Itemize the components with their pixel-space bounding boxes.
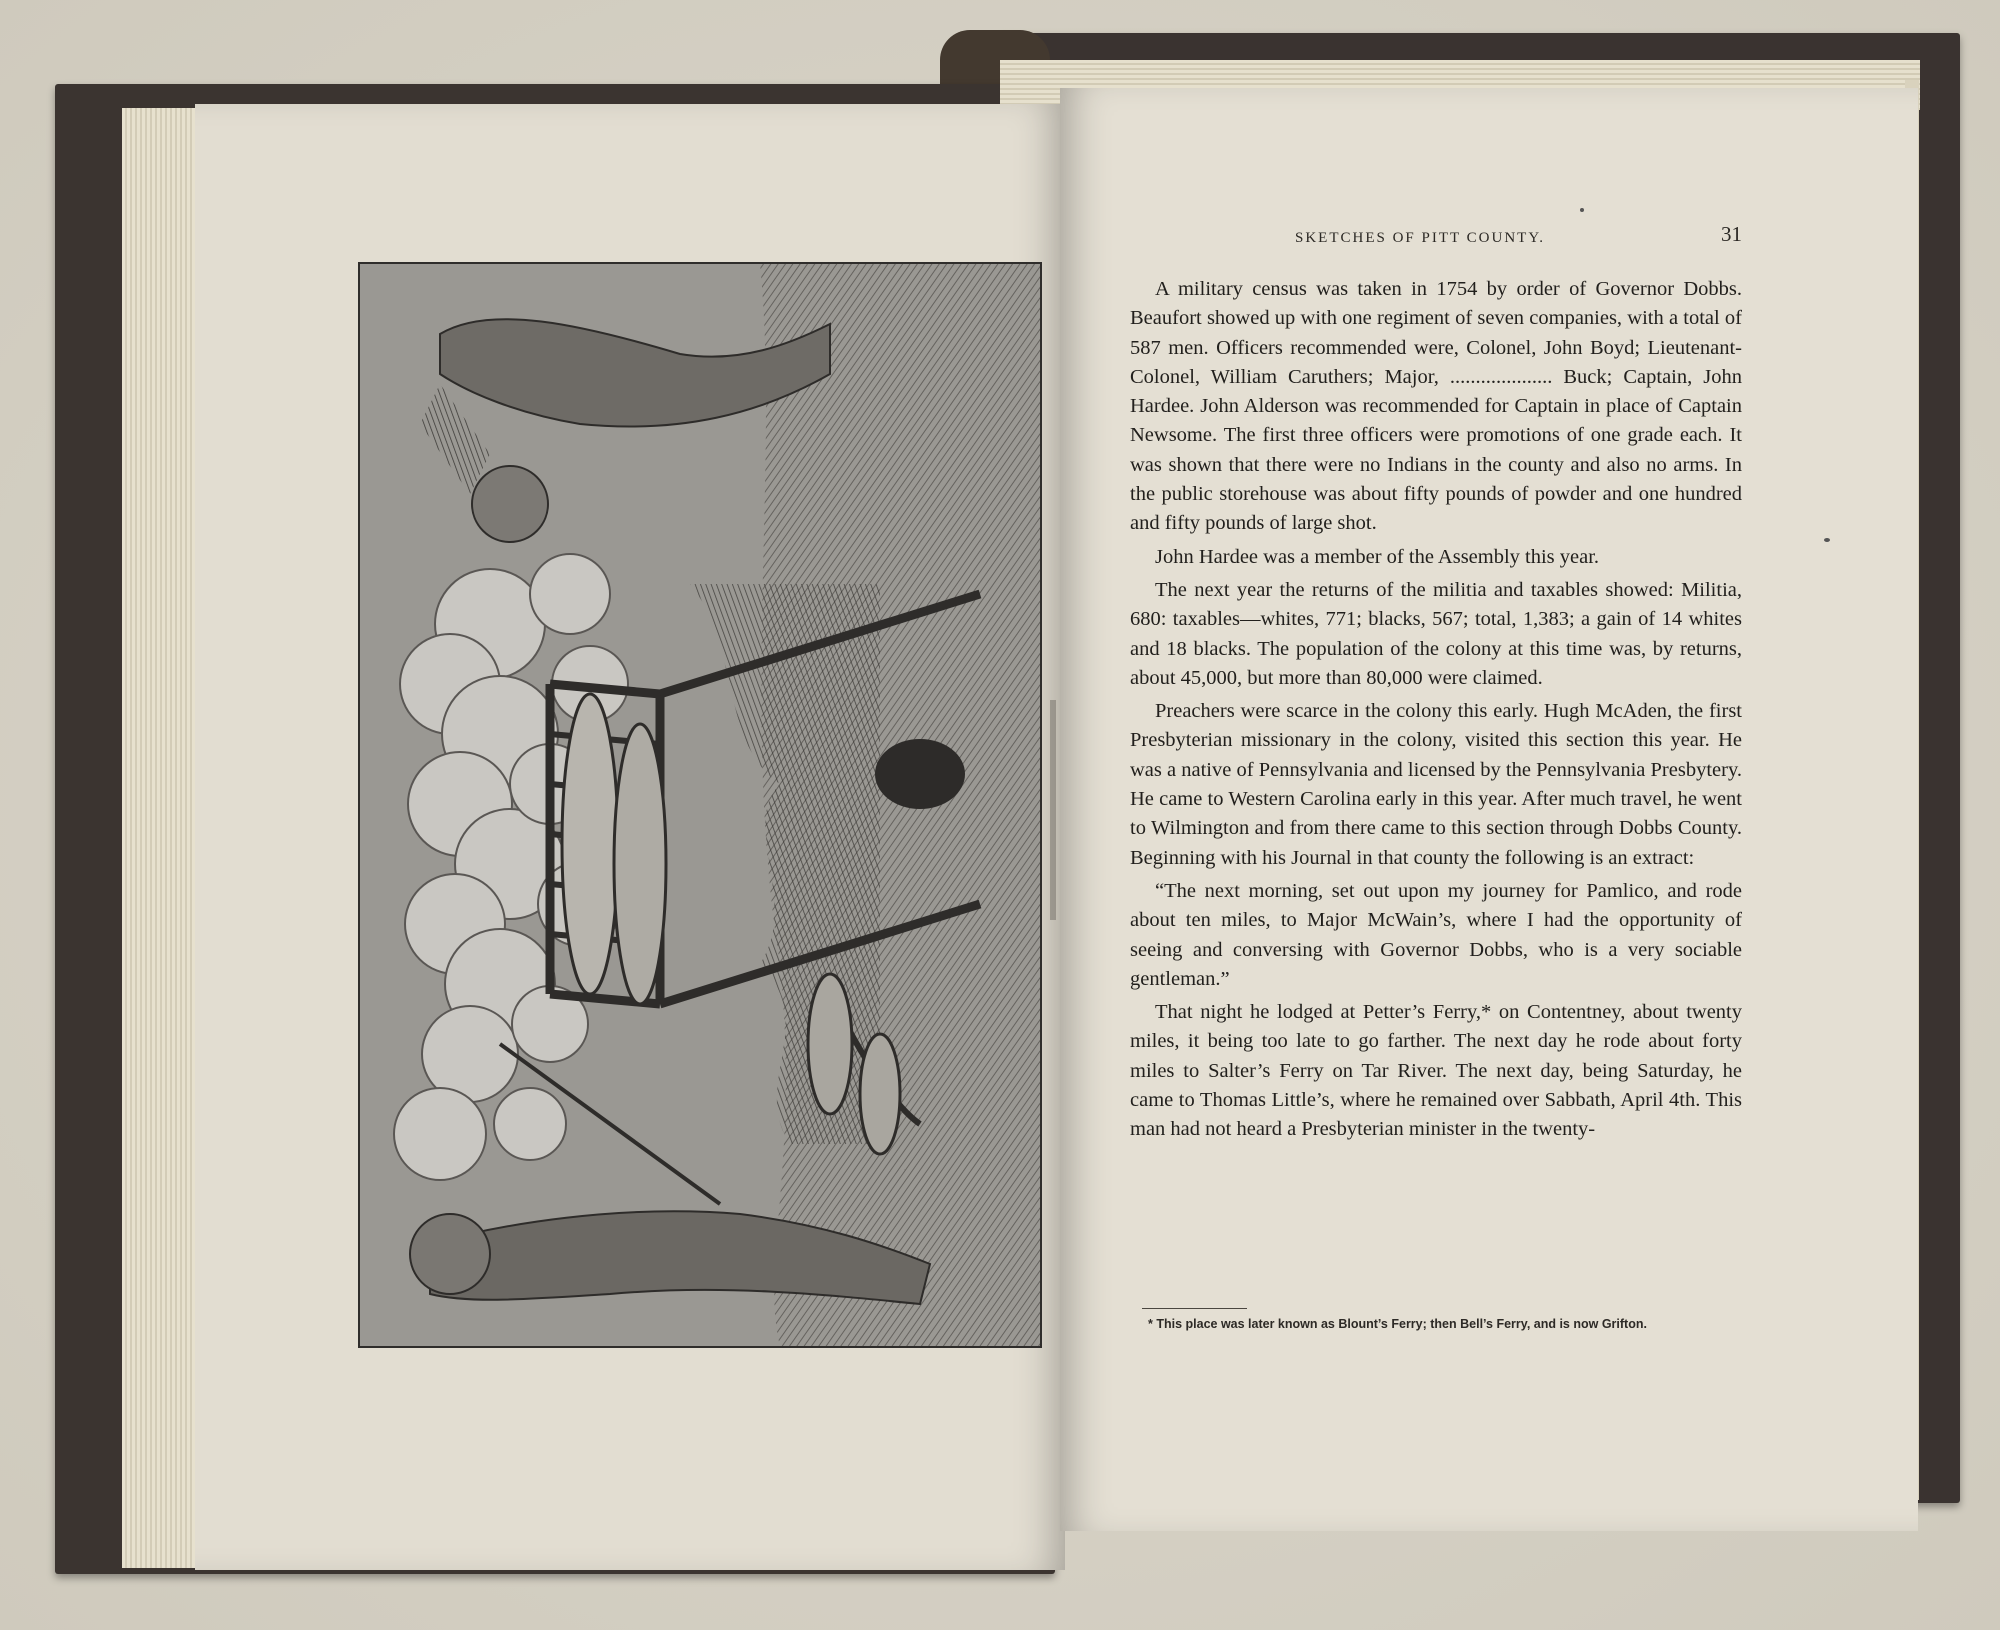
page-header <box>1130 222 1742 252</box>
page-number: 31 <box>1721 222 1742 246</box>
paper-speck <box>1580 208 1584 212</box>
footnote-rule <box>1142 1308 1247 1309</box>
paper-speck <box>1824 538 1830 542</box>
body-text <box>1130 275 1742 1149</box>
paragraph: A military census was taken in 1754 by order of Governor Dobbs. Beaufort showed up with one regiment of seven companies, with a total of 587 men. Officers recommended were, Colonel, John Boyd; Lieutenant-Colonel, William Caruthers; Major, .................... Buck; Captain, John Hardee. John Alderson was recommended for Captain in place of Captain Newsome. The first three officers were promotions of one grade each. It was shown that there were no Indians in the county and also no arms. In the public storehouse was about fifty pounds of powder and one hundred and fifty pounds of large shot. <box>1130 278 1742 535</box>
footnote: * This place was later known as Blount’s Ferry; then Bell’s Ferry, and is now Grifton. <box>1148 1317 1647 1331</box>
engraving-illustration <box>358 262 1042 1348</box>
plate-caption <box>1046 700 1060 920</box>
paragraph: That night he lodged at Petter’s Ferry,* on Contentney, about twenty miles, it being too late to go farther. The next day he rode about forty miles to Salter’s Ferry on Tar River. The next day, being Saturday, he came to Thomas Little’s, where he remained over Sabbath, April 4th. This man had not heard a Presbyterian minister in the twenty- <box>1130 1001 1742 1141</box>
paragraph: John Hardee was a member of the Assembly this year. <box>1155 545 1600 568</box>
paragraph: The next year the returns of the militia and taxables showed: Militia, 680: taxables—whites, 771; blacks, 567; total, 1,383; a gain of 14 whites and 18 blacks. The population of the colony at this time was, by returns, about 45,000, but more than 80,000 were claimed. <box>1130 578 1742 689</box>
running-head: SKETCHES OF PITT COUNTY. <box>1295 230 1545 246</box>
page-edges-left <box>122 108 202 1568</box>
paragraph: Preachers were scarce in the colony this early. Hugh McAden, the first Presbyterian missionary in the colony, visited this section this year. He was a native of Pennsylvania and licensed by the Pennsylvania Presbytery. He came to Western Carolina early in this year. After much travel, he went to Wilmington and from there came to this section through Dobbs County. Beginning with his Journal in that county the following is an extract: <box>1130 700 1742 869</box>
paragraph: “The next morning, set out upon my journey for Pamlico, and rode about ten miles, to Major McWain’s, where I had the opportunity of seeing and conversing with Governor Dobbs, who is a very sociable gentleman.” <box>1130 879 1742 990</box>
